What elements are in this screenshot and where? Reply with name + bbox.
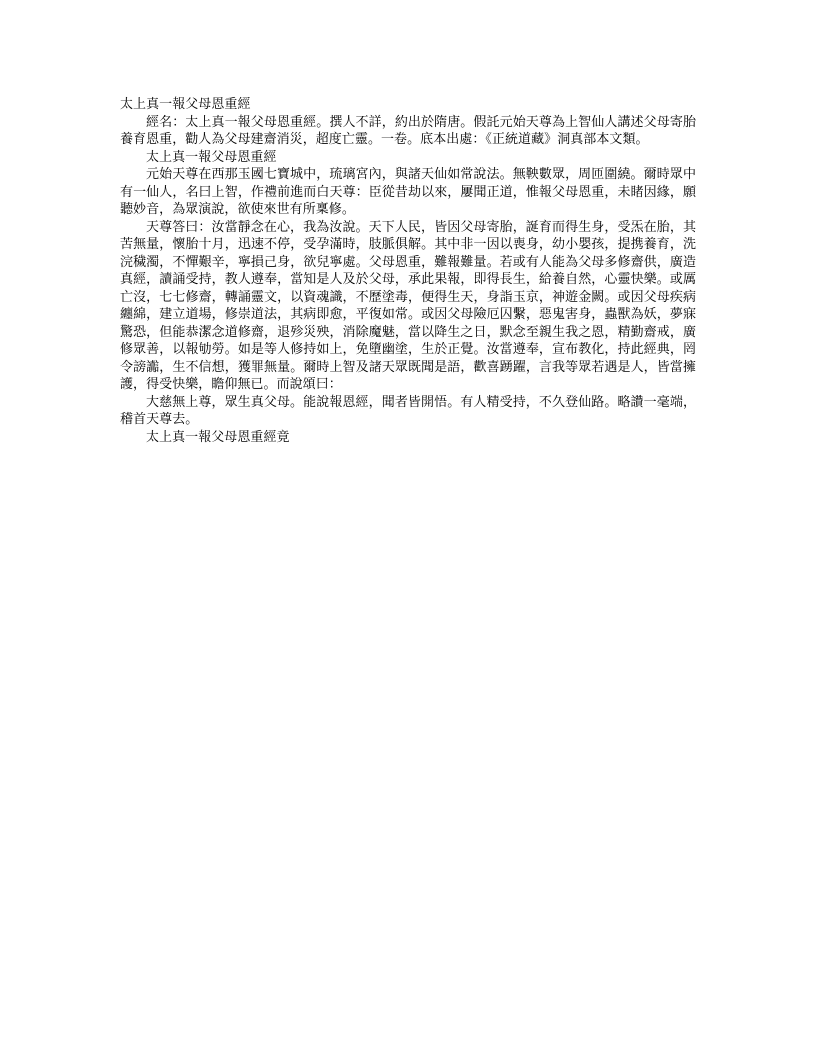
verse-paragraph: 大慈無上尊，眾生真父母。能說報恩經，聞者皆開悟。有人精受持，不久登仙路。略讚一毫端，稽首天尊去。	[120, 394, 696, 427]
closing-line: 太上真一報父母恩重經竟	[146, 429, 290, 445]
document-title: 太上真一報父母恩重經	[120, 97, 251, 112]
paragraph: 元始天尊在西那玉國七寶城中，琉璃宮內，與諸天仙如常說法。無鞅數眾，周匝圍繞。爾時眾中有一仙人，名曰上智，作禮前進而白天尊：臣從昔劫以來，屢聞正道，惟報父母恩重，未睹因緣，願聽妙音，為眾演說，欲使來世有所稟修。	[120, 167, 696, 217]
scripture-metadata: 經名：太上真一報父母恩重經。撰人不詳，約出於隋唐。假託元始天尊為上智仙人講述父母寄胎養育恩重，勸人為父母建齋消災，超度亡靈。一卷。底本出處：《正統道藏》洞真部本文類。	[120, 114, 696, 147]
scripture-heading: 太上真一報父母恩重經	[146, 149, 277, 165]
document-body	[120, 96, 696, 446]
paragraph: 天尊答曰：汝當靜念在心，我為汝說。天下人民，皆因父母寄胎，誕育而得生身，受炁在胎，其苦無量，懷胎十月，迅速不停，受孕滿時，肢脈俱解。其中非一因以喪身，幼小嬰孩，提携養育，洗浣穢濁，不憚艱辛，寧損己身，欲兒寧處。父母恩重，難報難量。若或有人能為父母多修齋供，廣造真經，讀誦受持，教人遵奉，當知是人及於父母，承此果報，即得長生，給養自然，心靈快樂。或厲亡沒，七七修齋，轉誦靈文，以資魂識，不歷塗毒，便得生天，身詣玉京，神遊金闕。或因父母疾病纏綿，建立道場，修崇道法，其病即愈，平復如常。或因父母險厄囚繫，惡鬼害身，蟲獸為妖，夢寐驚恐，但能恭潔念道修齋，退殄災殃，消除魔魅，當以降生之日，默念至親生我之恩，精勤齋戒，廣修眾善，以報劬勞。如是等人修持如上，免墮幽塗，生於正覺。汝當遵奉，宣布教化，持此經典，罔令謗讟，生不信想，獲罪無量。爾時上智及諸天眾既聞是語，歡喜踴躍，言我等眾若遇是人，皆當擁護，得受快樂，瞻仰無已。而說頌曰：	[120, 219, 696, 392]
